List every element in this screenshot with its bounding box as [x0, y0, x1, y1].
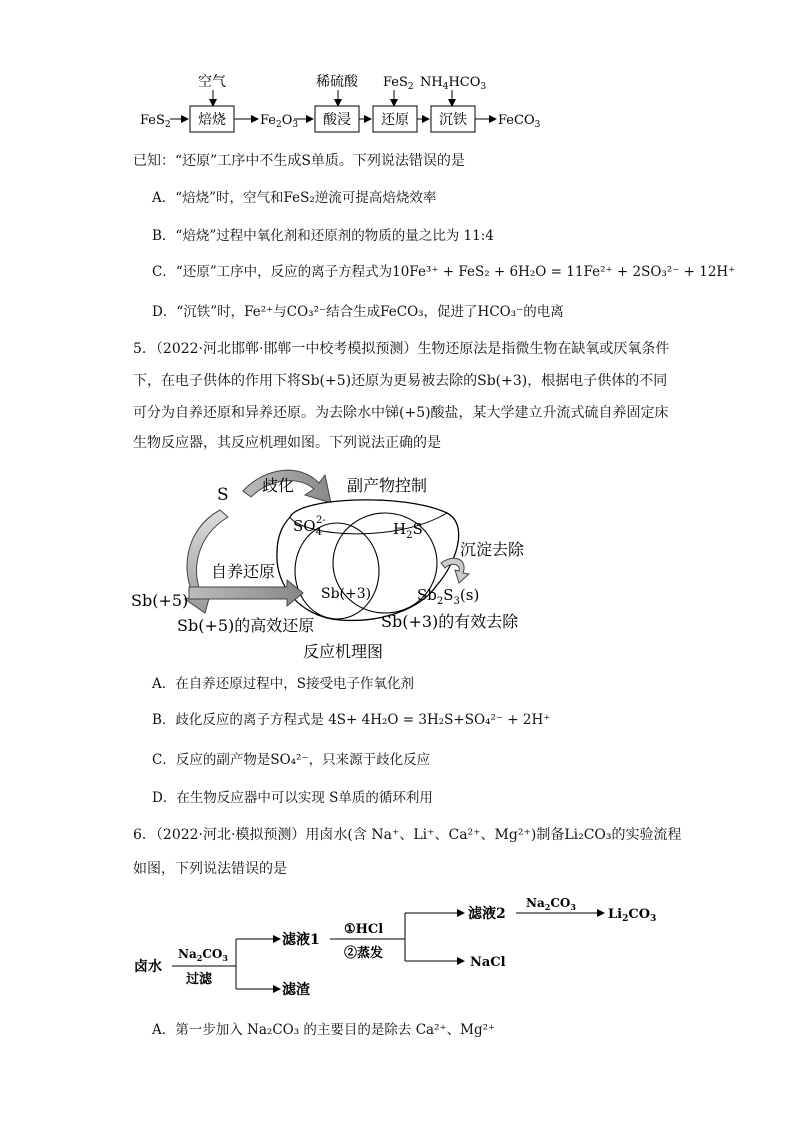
q6-filter: 过滤	[186, 972, 213, 987]
q5-option-c[interactable]: C．反应的副产物是SO₄²⁻，只来源于歧化反应	[152, 752, 431, 768]
q6-hcl: ①HCl	[344, 922, 384, 937]
q5-fig-efficient: Sb(+5)的高效还原	[177, 616, 315, 635]
q4-flow-diagram	[130, 66, 560, 138]
q4-step-roast: 焙烧	[198, 112, 226, 128]
q4-step-reduce: 还原	[381, 112, 409, 128]
q6-reagent1: $Na_2CO_3$	[178, 947, 228, 963]
q4-input-acid: 稀硫酸	[316, 74, 358, 90]
q5-stem-line-3: 可分为自养还原和异养还原。为去除水中锑(+5)酸盐，某大学建立升流式硫自养固定床	[133, 405, 669, 421]
q5-option-b[interactable]: B．歧化反应的离子方程式是 4S+ 4H₂O = 3H₂S+SO₄²⁻ + 2H⁺	[152, 712, 551, 728]
q5-fig-h2s: $H_2S$	[393, 520, 423, 541]
q5-mechanism-figure	[125, 455, 545, 665]
q5-fig-autotrophic: 自养还原	[211, 562, 276, 581]
q6-filtrate1: 滤液1	[282, 932, 320, 948]
q5-option-d[interactable]: D．在生物反应器中可以实现 S单质的循环利用	[152, 790, 433, 806]
q5-stem-line-1: 5．（2022·河北邯郸·邯郸一中校考模拟预测）生物还原法是指微生物在缺氧或厌氧条件	[133, 341, 670, 357]
q5-fig-caption: 反应机理图	[303, 642, 384, 661]
q4-input-air: 空气	[198, 74, 226, 90]
q5-fig-disprop-label: 歧化	[262, 476, 295, 495]
q5-fig-sb5: Sb(+5)	[131, 591, 189, 610]
q5-fig-byproduct-label: 副产物控制	[347, 476, 428, 495]
q4-option-d[interactable]: D．“沉铁”时，Fe²⁺与CO₃²⁻结合生成FeCO₃，促进了HCO₃⁻的电离	[152, 304, 564, 320]
q6-brine: 卤水	[134, 959, 162, 975]
q4-option-a[interactable]: A．“焙烧”时，空气和FeS₂逆流可提高焙烧效率	[152, 190, 437, 206]
q4-step-leach: 酸浸	[323, 112, 351, 128]
q6-filtrate2: 滤液2	[468, 906, 506, 922]
q6-stem-line-1: 6．（2022·河北·模拟预测）用卤水(含 Na⁺、Li⁺、Ca²⁺、Mg²⁺)制备Li₂CO₃的实验流程	[133, 827, 682, 843]
q5-fig-precip-label: 沉淀去除	[460, 540, 525, 559]
q6-residue: 滤渣	[282, 982, 310, 998]
q4-option-b[interactable]: B．“焙烧”过程中氧化剂和还原剂的物质的量之比为 11:4	[152, 228, 494, 244]
q6-nacl: NaCl	[470, 955, 506, 970]
q4-start-fes2: FeS$_2$	[140, 113, 171, 130]
q4-step-iron: 沉铁	[439, 112, 467, 128]
q5-fig-effective: Sb(+3)的有效去除	[381, 612, 519, 631]
q4-end-feco3: FeCO$_3$	[498, 113, 541, 130]
q5-fig-so4: $SO_42-$	[293, 515, 326, 538]
q6-flow-diagram	[130, 895, 657, 1005]
q5-fig-s: S	[217, 485, 229, 505]
q5-stem-line-4: 生物反应器，其反应机理如图。下列说法正确的是	[133, 435, 441, 451]
q4-input-nh4hco3: $NH_4HCO_3$	[420, 75, 487, 92]
q5-fig-sb3: Sb(+3)	[321, 586, 372, 602]
q5-option-a[interactable]: A．在自养还原过程中，S接受电子作氧化剂	[152, 676, 414, 692]
q5-stem-line-2: 下，在电子供体的作用下将Sb(+5)还原为更易被去除的Sb(+3)，根据电子供体的不同	[133, 373, 668, 389]
q6-reagent2: $Na_2CO_3$	[526, 896, 576, 912]
q4-input-fes2: FeS$_2$	[383, 75, 414, 92]
q6-evaporate: ②蒸发	[344, 946, 384, 961]
q4-known: 已知：“还原”工序中不生成S单质。下列说法错误的是	[133, 153, 465, 169]
q6-product: $Li_2CO_3$	[608, 907, 657, 924]
q5-fig-sb2s3: $Sb_2S_3(s)$	[417, 586, 480, 607]
q4-mid-fe2o3: $Fe_2O_3$	[260, 113, 299, 130]
q4-option-c[interactable]: C．“还原”工序中，反应的离子方程式为10Fe³⁺ + FeS₂ + 6H₂O = 11Fe²⁺ + 2SO₃²⁻ + 12H⁺	[152, 264, 736, 280]
q6-option-a[interactable]: A．第一步加入 Na₂CO₃ 的主要目的是除去 Ca²⁺、Mg²⁺	[152, 1022, 496, 1038]
q6-stem-line-2: 如图，下列说法错误的是	[133, 861, 287, 877]
